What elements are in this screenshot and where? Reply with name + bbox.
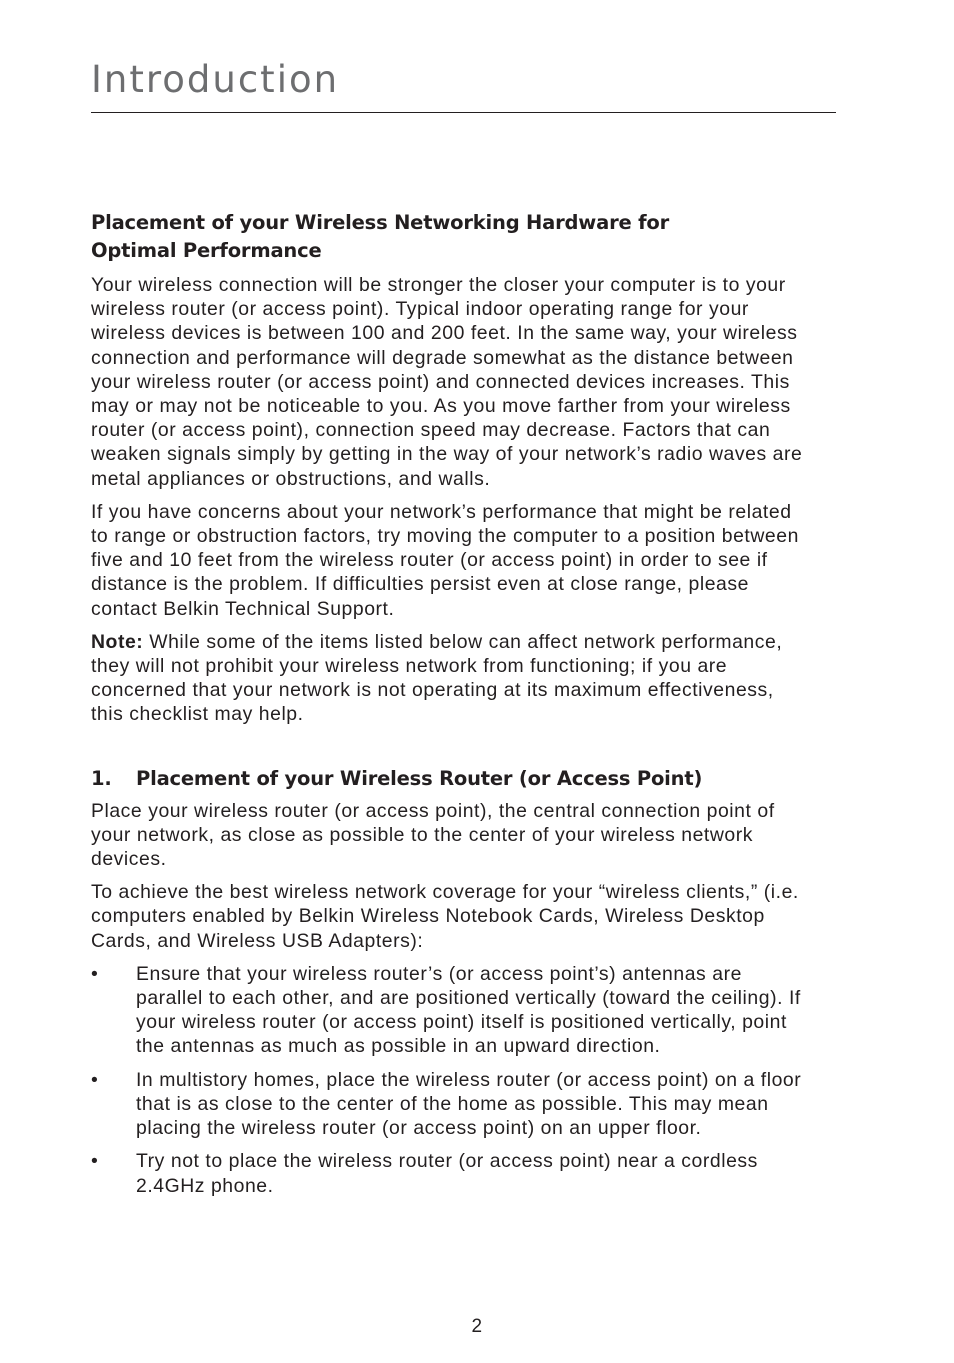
- bullet-icon: •: [91, 962, 99, 985]
- bullet-icon: •: [91, 1150, 99, 1173]
- list-item-text: In multistory homes, place the wireless router (or access point) on a floor that is as close to the center of the home as possible. This may mean placing the wireless router (or access point) on an upper floor.: [136, 1068, 802, 1140]
- checklist: [91, 962, 803, 1198]
- note-paragraph: [91, 630, 803, 727]
- paragraph-concerns: If you have concerns about your network’s performance that might be related to range or obstruction factors, try moving the computer to a position between five and 10 feet from the wireless router (or access point) in order to see if distance is the problem. If difficulties persist even at close range, please contact Belkin Technical Support.: [91, 500, 799, 620]
- list-item: [91, 962, 803, 1059]
- page-number: 2: [471, 1316, 483, 1337]
- header-divider: [91, 112, 836, 113]
- note-text: While some of the items listed below can affect network performance, they will not prohibit your wireless network from functioning; if you are concerned that your network is not operating at its maximum effectiveness, this checklist may help.: [91, 630, 783, 726]
- subsection-heading: [91, 765, 803, 793]
- page-header-title: Introduction: [91, 58, 340, 101]
- list-item: [91, 1149, 803, 1197]
- list-item-text: Ensure that your wireless router’s (or access point’s) antennas are parallel to each other, and are positioned vertically (toward the ceiling). If your wireless router (or access point) itself is positioned vertically, point the antennas as much as possible in an upward direction.: [136, 962, 801, 1058]
- document-body: [91, 209, 803, 1207]
- paragraph-placement: Place your wireless router (or access point), the central connection point of your network, as close as possible to the center of your wireless network devices.: [91, 799, 775, 871]
- section-heading-line1: Placement of your Wireless Networking Hardware for: [91, 211, 669, 234]
- paragraph-range: Your wireless connection will be stronger the closer your computer is to your wireless router (or access point). Typical indoor operating range for your wireless devices is between 100 and 200 feet. In the same way, your wireless connection and performance will degrade somewhat as the distance between your wireless router (or access point) and connected devices increases. This may or may not be noticeable to you. As you move farther from your wireless router (or access point), connection speed may decrease. Factors that can weaken signals simply by getting in the way of your network’s radio waves are metal appliances or obstructions, and walls.: [91, 274, 803, 490]
- paragraph-coverage: To achieve the best wireless network coverage for your “wireless clients,” (i.e. computers enabled by Belkin Wireless Notebook Cards, Wireless Desktop Cards, and Wireless USB Adapters):: [91, 881, 799, 952]
- bullet-icon: •: [91, 1068, 99, 1091]
- section-heading-line2: Optimal Performance: [91, 239, 322, 262]
- section-heading: [91, 209, 803, 265]
- subsection-number: 1.: [91, 766, 112, 790]
- subsection-title: Placement of your Wireless Router (or Access Point): [136, 766, 703, 790]
- list-item-text: Try not to place the wireless router (or access point) near a cordless 2.4GHz phone.: [136, 1150, 758, 1197]
- list-item: [91, 1068, 803, 1141]
- note-label: Note:: [91, 630, 144, 653]
